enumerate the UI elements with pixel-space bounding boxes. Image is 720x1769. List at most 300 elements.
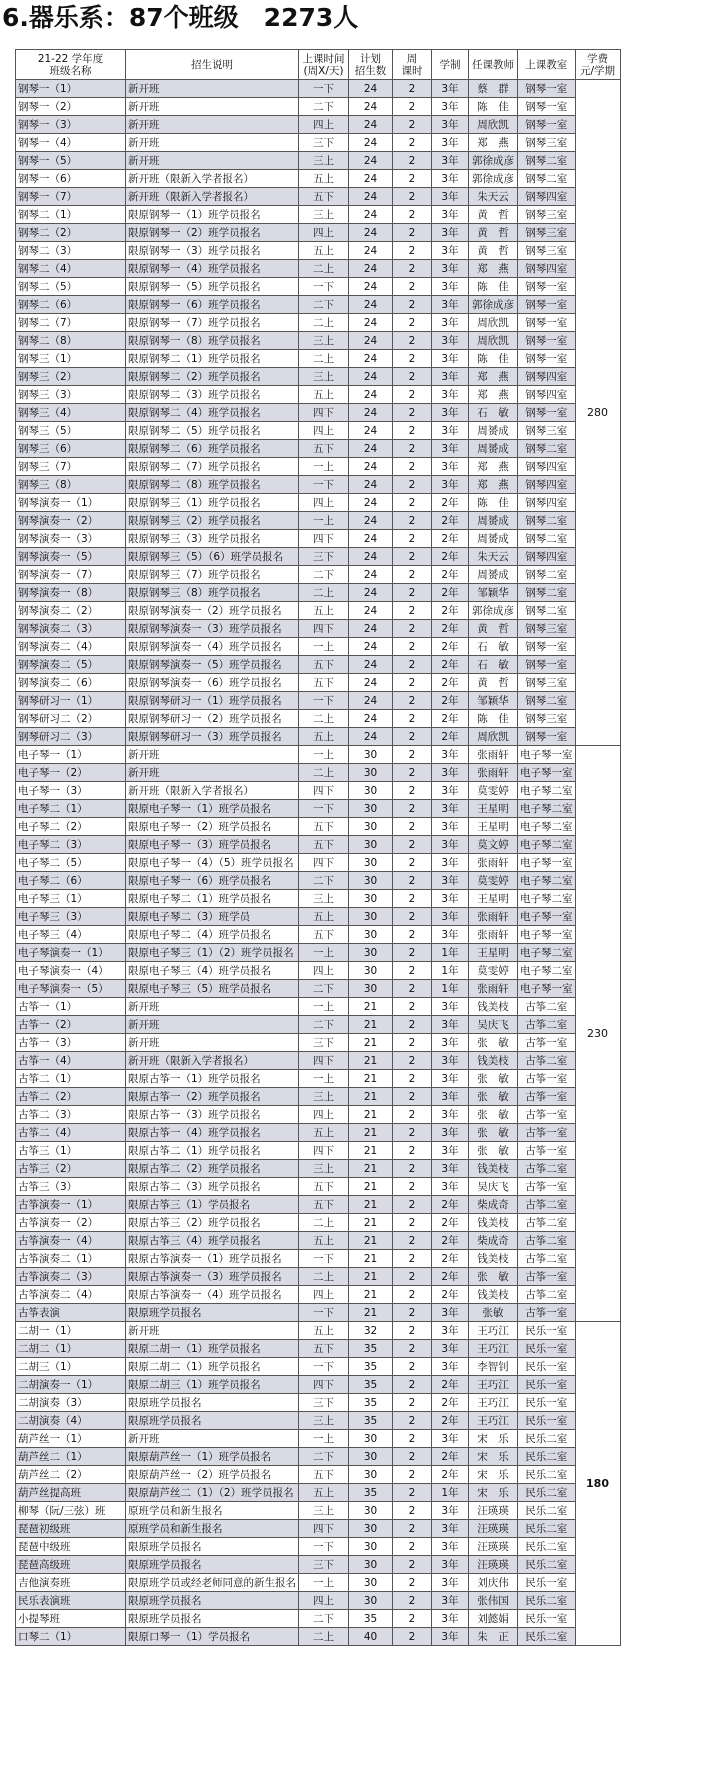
schedule-cell: 四下 (299, 1520, 349, 1538)
weekly-hours-cell: 2 (393, 1268, 432, 1286)
plan-count-cell: 24 (349, 80, 393, 98)
classroom-cell: 古筝一室 (518, 1268, 576, 1286)
classroom-cell: 钢琴二室 (518, 566, 576, 584)
teacher-cell: 黄 哲 (469, 620, 518, 638)
classroom-cell: 民乐一室 (518, 1358, 576, 1376)
classroom-cell: 民乐二室 (518, 1520, 576, 1538)
weekly-hours-cell: 2 (393, 404, 432, 422)
schedule-cell: 五下 (299, 1196, 349, 1214)
enrollment-note-cell: 限原钢琴一（1）班学员报名 (126, 206, 299, 224)
teacher-cell: 朱天云 (469, 548, 518, 566)
plan-count-cell: 21 (349, 1070, 393, 1088)
table-row (16, 404, 621, 422)
classroom-cell: 民乐二室 (518, 1628, 576, 1646)
weekly-hours-cell: 2 (393, 224, 432, 242)
plan-count-cell: 30 (349, 1502, 393, 1520)
table-body (16, 80, 621, 1646)
enrollment-note-cell: 限原二胡一（1）班学员报名 (126, 1340, 299, 1358)
teacher-cell: 钱美枝 (469, 1160, 518, 1178)
teacher-cell: 王星明 (469, 800, 518, 818)
weekly-hours-cell: 2 (393, 800, 432, 818)
class-name-cell: 钢琴二（3） (16, 242, 126, 260)
class-name-cell: 二胡演奏一（1） (16, 1376, 126, 1394)
enrollment-note-cell: 限原古筝演奏一（3）班学员报名 (126, 1268, 299, 1286)
class-name-cell: 电子琴三（4） (16, 926, 126, 944)
table-row (16, 242, 621, 260)
table-row (16, 1052, 621, 1070)
teacher-cell: 吴庆飞 (469, 1178, 518, 1196)
schedule-cell: 二上 (299, 350, 349, 368)
table-row (16, 1106, 621, 1124)
class-name-cell: 小提琴班 (16, 1610, 126, 1628)
duration-cell: 3年 (432, 386, 469, 404)
plan-count-cell: 30 (349, 944, 393, 962)
duration-cell: 3年 (432, 818, 469, 836)
class-name-cell: 民乐表演班 (16, 1592, 126, 1610)
teacher-cell: 周赟成 (469, 440, 518, 458)
weekly-hours-cell: 2 (393, 1106, 432, 1124)
table-row (16, 98, 621, 116)
teacher-cell: 李智钊 (469, 1358, 518, 1376)
schedule-cell: 三上 (299, 152, 349, 170)
classroom-cell: 民乐一室 (518, 1610, 576, 1628)
table-row (16, 1340, 621, 1358)
class-name-cell: 古筝表演 (16, 1304, 126, 1322)
plan-count-cell: 30 (349, 764, 393, 782)
duration-cell: 3年 (432, 1142, 469, 1160)
plan-count-cell: 21 (349, 1088, 393, 1106)
weekly-hours-cell: 2 (393, 1394, 432, 1412)
plan-count-cell: 24 (349, 602, 393, 620)
enrollment-note-cell: 限原电子琴三（1）（2）班学员报名 (126, 944, 299, 962)
enrollment-note-cell: 限原钢琴三（5）（6）班学员报名 (126, 548, 299, 566)
plan-count-cell: 21 (349, 1034, 393, 1052)
schedule-cell: 二上 (299, 314, 349, 332)
class-name-cell: 钢琴一（5） (16, 152, 126, 170)
class-name-cell: 钢琴演奏二（5） (16, 656, 126, 674)
enrollment-note-cell: 限原钢琴二（8）班学员报名 (126, 476, 299, 494)
class-name-cell: 古筝一（1） (16, 998, 126, 1016)
classroom-cell: 钢琴二室 (518, 530, 576, 548)
table-row (16, 332, 621, 350)
weekly-hours-cell: 2 (393, 260, 432, 278)
class-name-cell: 电子琴三（1） (16, 890, 126, 908)
schedule-cell: 五下 (299, 188, 349, 206)
plan-count-cell: 30 (349, 890, 393, 908)
enrollment-note-cell: 新开班（限新入学者报名） (126, 1052, 299, 1070)
teacher-cell: 周欣凯 (469, 728, 518, 746)
class-name-cell: 古筝演奏一（2） (16, 1214, 126, 1232)
duration-cell: 3年 (432, 476, 469, 494)
table-row (16, 980, 621, 998)
schedule-cell: 三上 (299, 206, 349, 224)
classroom-cell: 钢琴二室 (518, 512, 576, 530)
weekly-hours-cell: 2 (393, 656, 432, 674)
class-name-cell: 古筝演奏二（3） (16, 1268, 126, 1286)
duration-cell: 3年 (432, 314, 469, 332)
teacher-cell: 陈 佳 (469, 350, 518, 368)
table-row (16, 368, 621, 386)
weekly-hours-cell: 2 (393, 674, 432, 692)
table-row (16, 206, 621, 224)
teacher-cell: 朱 正 (469, 1628, 518, 1646)
table-row (16, 584, 621, 602)
table-row (16, 746, 621, 764)
enrollment-note-cell: 限原钢琴一（7）班学员报名 (126, 314, 299, 332)
weekly-hours-cell: 2 (393, 368, 432, 386)
classroom-cell: 钢琴一室 (518, 656, 576, 674)
schedule-cell: 五上 (299, 170, 349, 188)
duration-cell: 2年 (432, 530, 469, 548)
weekly-hours-cell: 2 (393, 872, 432, 890)
teacher-cell: 邹颖华 (469, 584, 518, 602)
table-row (16, 530, 621, 548)
plan-count-cell: 30 (349, 980, 393, 998)
weekly-hours-cell: 2 (393, 422, 432, 440)
duration-cell: 2年 (432, 1268, 469, 1286)
teacher-cell: 汪瑛瑛 (469, 1556, 518, 1574)
weekly-hours-header: 周 课时 (393, 50, 432, 80)
enrollment-note-cell: 限原钢琴三（2）班学员报名 (126, 512, 299, 530)
teacher-cell: 周欣凯 (469, 116, 518, 134)
table-row (16, 782, 621, 800)
classroom-cell: 钢琴四室 (518, 368, 576, 386)
enrollment-note-cell: 限原古筝二（3）班学员报名 (126, 1178, 299, 1196)
plan-count-cell: 24 (349, 134, 393, 152)
class-name-cell: 钢琴研习一（1） (16, 692, 126, 710)
enrollment-note-cell: 限原电子琴一（6）班学员报名 (126, 872, 299, 890)
enrollment-note-cell: 限原钢琴一（4）班学员报名 (126, 260, 299, 278)
plan-count-cell: 24 (349, 656, 393, 674)
classroom-cell: 钢琴三室 (518, 134, 576, 152)
weekly-hours-cell: 2 (393, 1034, 432, 1052)
duration-cell: 3年 (432, 764, 469, 782)
table-row (16, 1304, 621, 1322)
teacher-cell: 石 敏 (469, 656, 518, 674)
teacher-cell: 张雨轩 (469, 854, 518, 872)
teacher-cell: 张雨轩 (469, 764, 518, 782)
table-row (16, 890, 621, 908)
schedule-cell: 四上 (299, 224, 349, 242)
enrollment-note-cell: 限原钢琴演奏一（6）班学员报名 (126, 674, 299, 692)
teacher-cell: 张 敏 (469, 1142, 518, 1160)
teacher-cell: 周赟成 (469, 422, 518, 440)
duration-cell: 2年 (432, 1286, 469, 1304)
enrollment-note-cell: 限原钢琴演奏一（5）班学员报名 (126, 656, 299, 674)
duration-cell: 2年 (432, 566, 469, 584)
enrollment-note-cell: 限原古筝三（4）班学员报名 (126, 1232, 299, 1250)
class-name-cell: 电子琴二（1） (16, 800, 126, 818)
class-name-cell: 钢琴一（2） (16, 98, 126, 116)
class-name-cell: 吉他演奏班 (16, 1574, 126, 1592)
enrollment-note-cell: 限原班学员报名 (126, 1592, 299, 1610)
duration-cell: 2年 (432, 1214, 469, 1232)
teacher-cell: 陈 佳 (469, 98, 518, 116)
teacher-cell: 刘懿娟 (469, 1610, 518, 1628)
schedule-cell: 一上 (299, 998, 349, 1016)
schedule-cell: 二上 (299, 584, 349, 602)
enrollment-note-cell: 限原电子琴二（4）班学员报名 (126, 926, 299, 944)
teacher-cell: 王星明 (469, 890, 518, 908)
enrollment-note-header: 招生说明 (126, 50, 299, 80)
classroom-cell: 钢琴二室 (518, 584, 576, 602)
table-row (16, 494, 621, 512)
duration-cell: 2年 (432, 692, 469, 710)
plan-count-cell: 24 (349, 242, 393, 260)
teacher-header: 任课教师 (469, 50, 518, 80)
teacher-cell: 莫雯婷 (469, 782, 518, 800)
teacher-cell: 郑 燕 (469, 134, 518, 152)
class-name-cell: 古筝二（2） (16, 1088, 126, 1106)
class-name-cell: 钢琴二（8） (16, 332, 126, 350)
teacher-cell: 张雨轩 (469, 908, 518, 926)
classroom-cell: 钢琴四室 (518, 458, 576, 476)
table-row (16, 548, 621, 566)
table-row (16, 962, 621, 980)
enrollment-note-cell: 原班学员和新生报名 (126, 1520, 299, 1538)
weekly-hours-cell: 2 (393, 602, 432, 620)
table-row (16, 692, 621, 710)
duration-cell: 3年 (432, 800, 469, 818)
teacher-cell: 张 敏 (469, 1070, 518, 1088)
classroom-cell: 电子琴二室 (518, 890, 576, 908)
teacher-cell: 王巧江 (469, 1322, 518, 1340)
classroom-cell: 钢琴四室 (518, 386, 576, 404)
teacher-cell: 钱美枝 (469, 1214, 518, 1232)
classroom-cell: 民乐一室 (518, 1394, 576, 1412)
class-name-cell: 电子琴一（3） (16, 782, 126, 800)
enrollment-note-cell: 限原钢琴研习一（1）班学员报名 (126, 692, 299, 710)
weekly-hours-cell: 2 (393, 1232, 432, 1250)
enrollment-note-cell: 新开班 (126, 764, 299, 782)
class-name-cell: 电子琴二（2） (16, 818, 126, 836)
duration-cell: 3年 (432, 296, 469, 314)
classroom-cell: 钢琴三室 (518, 674, 576, 692)
enrollment-note-cell: 限原古筝一（3）班学员报名 (126, 1106, 299, 1124)
class-name-cell: 葫芦丝二（2） (16, 1466, 126, 1484)
plan-count-cell: 24 (349, 404, 393, 422)
class-name-cell: 电子琴三（3） (16, 908, 126, 926)
schedule-cell: 五上 (299, 908, 349, 926)
weekly-hours-cell: 2 (393, 1160, 432, 1178)
enrollment-note-cell: 限原钢琴一（5）班学员报名 (126, 278, 299, 296)
class-name-cell: 钢琴三（3） (16, 386, 126, 404)
classroom-cell: 钢琴三室 (518, 620, 576, 638)
classroom-cell: 民乐二室 (518, 1538, 576, 1556)
teacher-cell: 钱美枝 (469, 1052, 518, 1070)
enrollment-note-cell: 限原电子琴一（2）班学员报名 (126, 818, 299, 836)
teacher-cell: 周赟成 (469, 512, 518, 530)
table-row (16, 260, 621, 278)
classroom-cell: 古筝二室 (518, 1250, 576, 1268)
schedule-cell: 四下 (299, 1376, 349, 1394)
duration-cell: 3年 (432, 80, 469, 98)
teacher-cell: 汪瑛瑛 (469, 1520, 518, 1538)
schedule-cell: 四下 (299, 854, 349, 872)
classroom-cell: 民乐二室 (518, 1592, 576, 1610)
schedule-cell: 三上 (299, 332, 349, 350)
table-row (16, 476, 621, 494)
class-name-cell: 葫芦丝一（1） (16, 1430, 126, 1448)
teacher-cell: 钱美枝 (469, 998, 518, 1016)
enrollment-note-cell: 限原钢琴二（1）班学员报名 (126, 350, 299, 368)
plan-count-cell: 21 (349, 998, 393, 1016)
weekly-hours-cell: 2 (393, 134, 432, 152)
enrollment-note-cell: 限原钢琴演奏一（2）班学员报名 (126, 602, 299, 620)
table-row (16, 1214, 621, 1232)
plan-count-cell: 24 (349, 116, 393, 134)
class-name-cell: 电子琴二（3） (16, 836, 126, 854)
duration-cell: 3年 (432, 926, 469, 944)
teacher-cell: 陈 佳 (469, 278, 518, 296)
duration-cell: 3年 (432, 1340, 469, 1358)
weekly-hours-cell: 2 (393, 152, 432, 170)
class-name-cell: 电子琴一（2） (16, 764, 126, 782)
classroom-cell: 民乐二室 (518, 1430, 576, 1448)
duration-cell: 3年 (432, 242, 469, 260)
class-name-cell: 二胡二（1） (16, 1340, 126, 1358)
table-row (16, 1556, 621, 1574)
weekly-hours-cell: 2 (393, 1520, 432, 1538)
class-name-cell: 钢琴演奏二（2） (16, 602, 126, 620)
classroom-cell: 钢琴一室 (518, 404, 576, 422)
teacher-cell: 周欣凯 (469, 332, 518, 350)
schedule-cell: 五上 (299, 1124, 349, 1142)
teacher-cell: 莫文婷 (469, 836, 518, 854)
enrollment-note-cell: 限原古筝演奏一（1）班学员报名 (126, 1250, 299, 1268)
weekly-hours-cell: 2 (393, 1016, 432, 1034)
schedule-cell: 二下 (299, 98, 349, 116)
enrollment-note-cell: 限原电子琴一（1）班学员报名 (126, 800, 299, 818)
class-name-cell: 古筝二（1） (16, 1070, 126, 1088)
table-row (16, 422, 621, 440)
schedule-cell: 二上 (299, 1628, 349, 1646)
enrollment-note-cell: 限原古筝二（1）班学员报名 (126, 1142, 299, 1160)
classroom-cell: 古筝二室 (518, 998, 576, 1016)
plan-count-cell: 24 (349, 170, 393, 188)
enrollment-note-cell: 新开班 (126, 1322, 299, 1340)
plan-count-cell: 21 (349, 1286, 393, 1304)
plan-count-cell: 24 (349, 692, 393, 710)
teacher-cell: 郑 燕 (469, 260, 518, 278)
classroom-cell: 钢琴一室 (518, 638, 576, 656)
weekly-hours-cell: 2 (393, 332, 432, 350)
table-row (16, 1394, 621, 1412)
classroom-cell: 民乐二室 (518, 1502, 576, 1520)
table-row (16, 1070, 621, 1088)
duration-cell: 3年 (432, 260, 469, 278)
plan-count-cell: 24 (349, 458, 393, 476)
classroom-cell: 钢琴一室 (518, 80, 576, 98)
enrollment-note-cell: 限原钢琴三（8）班学员报名 (126, 584, 299, 602)
classroom-cell: 钢琴一室 (518, 278, 576, 296)
table-row (16, 1466, 621, 1484)
weekly-hours-cell: 2 (393, 1052, 432, 1070)
plan-count-cell: 35 (349, 1610, 393, 1628)
enrollment-note-cell: 限原班学员报名 (126, 1412, 299, 1430)
enrollment-note-cell: 限原钢琴演奏一（4）班学员报名 (126, 638, 299, 656)
weekly-hours-cell: 2 (393, 1592, 432, 1610)
schedule-cell: 三下 (299, 1556, 349, 1574)
class-name-cell: 钢琴演奏二（3） (16, 620, 126, 638)
classroom-cell: 钢琴一室 (518, 728, 576, 746)
class-name-cell: 二胡演奏（4） (16, 1412, 126, 1430)
schedule-cell: 五上 (299, 1322, 349, 1340)
class-name-cell: 古筝三（3） (16, 1178, 126, 1196)
duration-cell: 3年 (432, 1574, 469, 1592)
duration-cell: 3年 (432, 908, 469, 926)
schedule-header: 上课时间 (周X/天) (299, 50, 349, 80)
schedule-cell: 二下 (299, 1448, 349, 1466)
enrollment-note-cell: 限原班学员报名 (126, 1610, 299, 1628)
teacher-cell: 宋 乐 (469, 1430, 518, 1448)
enrollment-note-cell: 新开班 (126, 80, 299, 98)
class-name-cell: 钢琴演奏一（3） (16, 530, 126, 548)
plan-count-cell: 35 (349, 1358, 393, 1376)
class-name-cell: 古筝二（4） (16, 1124, 126, 1142)
plan-count-cell: 30 (349, 1556, 393, 1574)
weekly-hours-cell: 2 (393, 1376, 432, 1394)
duration-cell: 3年 (432, 224, 469, 242)
schedule-cell: 三上 (299, 890, 349, 908)
enrollment-note-cell: 限原钢琴二（6）班学员报名 (126, 440, 299, 458)
plan-count-cell: 21 (349, 1142, 393, 1160)
plan-count-cell: 24 (349, 188, 393, 206)
teacher-cell: 周赟成 (469, 530, 518, 548)
weekly-hours-cell: 2 (393, 386, 432, 404)
enrollment-note-cell: 限原古筝一（1）班学员报名 (126, 1070, 299, 1088)
class-name-cell: 琵琶初级班 (16, 1520, 126, 1538)
weekly-hours-cell: 2 (393, 1250, 432, 1268)
weekly-hours-cell: 2 (393, 494, 432, 512)
classroom-cell: 钢琴二室 (518, 152, 576, 170)
classroom-cell: 民乐二室 (518, 1448, 576, 1466)
schedule-cell: 四下 (299, 1052, 349, 1070)
plan-count-cell: 21 (349, 1268, 393, 1286)
teacher-cell: 张雨轩 (469, 746, 518, 764)
enrollment-note-cell: 新开班 (126, 998, 299, 1016)
table-row (16, 602, 621, 620)
schedule-cell: 五下 (299, 674, 349, 692)
table-row (16, 1124, 621, 1142)
table-row (16, 1592, 621, 1610)
teacher-cell: 黄 哲 (469, 674, 518, 692)
plan-count-cell: 24 (349, 710, 393, 728)
weekly-hours-cell: 2 (393, 782, 432, 800)
plan-count-cell: 30 (349, 1448, 393, 1466)
class-name-cell: 电子琴演奏一（1） (16, 944, 126, 962)
plan-count-cell: 21 (349, 1124, 393, 1142)
duration-header: 学制 (432, 50, 469, 80)
weekly-hours-cell: 2 (393, 188, 432, 206)
schedule-cell: 二上 (299, 710, 349, 728)
enrollment-note-cell: 限原钢琴一（2）班学员报名 (126, 224, 299, 242)
schedule-cell: 二下 (299, 296, 349, 314)
duration-cell: 2年 (432, 494, 469, 512)
weekly-hours-cell: 2 (393, 728, 432, 746)
plan-count-cell: 30 (349, 854, 393, 872)
duration-cell: 3年 (432, 152, 469, 170)
schedule-cell: 二上 (299, 764, 349, 782)
plan-count-cell: 30 (349, 1592, 393, 1610)
enrollment-note-cell: 限原二胡三（1）班学员报名 (126, 1376, 299, 1394)
schedule-cell: 四上 (299, 1286, 349, 1304)
classroom-cell: 钢琴三室 (518, 242, 576, 260)
table-row (16, 116, 621, 134)
schedule-cell: 二下 (299, 566, 349, 584)
schedule-cell: 四上 (299, 962, 349, 980)
classroom-cell: 电子琴二室 (518, 818, 576, 836)
